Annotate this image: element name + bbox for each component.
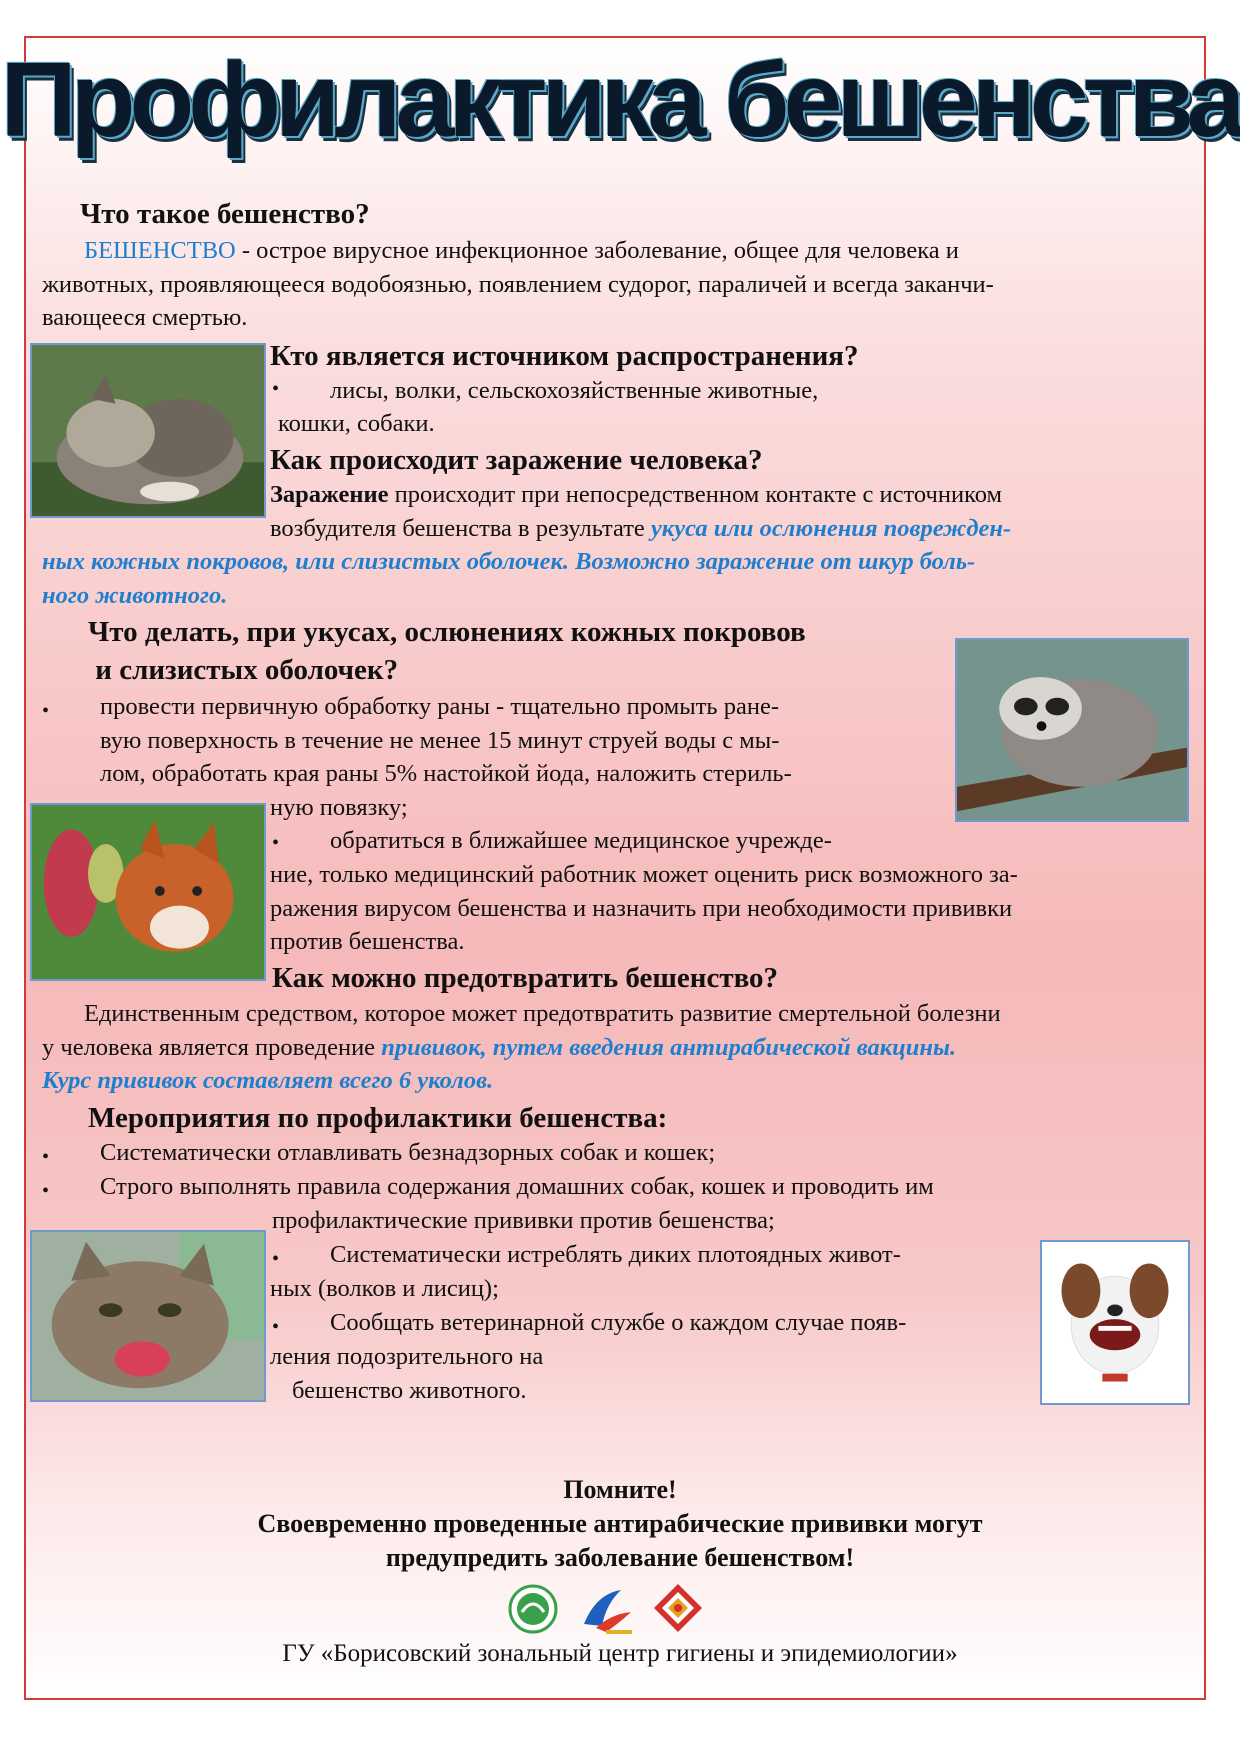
infection-text-b [42, 545, 1190, 612]
seek-help-line-2: ние, только медицинский работник может оценить риск возможного за- [270, 861, 1018, 888]
definition-line-2: животных, проявляющееся водобоязнью, появлением судорог, параличей и всегда заканчи- [42, 270, 994, 298]
first-aid-line-4: ную повязку; [270, 794, 408, 821]
infection-line-4: ного животного. [42, 581, 228, 609]
remember-line-3: предупредить заболевание бешенством! [385, 1543, 855, 1572]
ornament-logo [652, 1582, 704, 1634]
measure-4-line-3: бешенство животного. [292, 1377, 527, 1404]
first-aid-text [100, 690, 948, 791]
term-rabies: БЕШЕНСТВО [84, 237, 236, 264]
measure-4-line-1: Сообщать ветеринарной службе о каждом случае появ- [330, 1309, 907, 1336]
bullet-dot: • [272, 1248, 280, 1270]
seek-help-line-1: обратиться в ближайшее медицинское учрежде- [330, 827, 832, 854]
cat-image [30, 1230, 266, 1402]
bullet-dot: • [272, 1316, 280, 1338]
measure-2-line-1: Строго выполнять правила содержания домашних собак, кошек и проводить им [100, 1173, 934, 1200]
measure-3-line-2: ных (волков и лисиц); [270, 1275, 499, 1302]
remember-line-1: Помните! [563, 1475, 677, 1504]
measure-4-line-2: ления подозрительного на [270, 1343, 544, 1370]
wolf-image [30, 343, 266, 518]
remember-line-2: Своевременно проведенные антирабические прививки могут [257, 1509, 983, 1538]
measure-2-line-2: профилактические прививки против бешенства; [272, 1207, 775, 1234]
seek-help-text [270, 858, 1190, 959]
prevention-text [42, 997, 1190, 1098]
prevention-line-3: Курс прививок составляет всего 6 уколов. [42, 1067, 494, 1094]
heading-what-to-do-1: Что делать, при укусах, ослюнениях кожных покровов [88, 616, 806, 648]
bullet-dot: • [272, 832, 280, 854]
heading-infection: Как происходит заражение человека? [270, 444, 763, 476]
sources-line-2: кошки, собаки. [278, 410, 435, 437]
bullet-dot: • [272, 378, 280, 400]
rabies-definition [42, 234, 1190, 335]
prevention-line-1: Единственным средством, которое может предотвратить развитие смертельной болезни [84, 1000, 1001, 1027]
page-title: Профилактика бешенства [0, 41, 1240, 159]
heading-source: Кто является источником распространения? [270, 340, 859, 372]
definition-line-3: вающееся смертью. [42, 304, 248, 331]
infection-text-a [270, 478, 1190, 545]
heading-prevention: Как можно предотвратить бешенство? [272, 962, 779, 994]
sources-line-1: лисы, волки, сельскохозяйственные животные, [330, 377, 819, 404]
heading-what-to-do-2: и слизистых оболочек? [88, 654, 399, 686]
raccoon-image [955, 638, 1189, 822]
definition-line-1: - острое вирусное инфекционное заболевание, общее для человека и [235, 237, 959, 264]
heading-what-is-rabies: Что такое бешенство? [80, 198, 370, 230]
first-aid-line-2: вую поверхность в течение не менее 15 минут струей воды с мы- [100, 726, 780, 754]
prevention-line-2b: прививок, путем введения антирабической вакцины. [381, 1033, 957, 1061]
borisov-logo [508, 1584, 558, 1634]
first-aid-line-1: провести первичную обработку раны - тщательно промыть ране- [100, 693, 780, 720]
measure-3-line-1: Систематически истреблять диких плотоядных живот- [330, 1241, 901, 1268]
bullet-dot: • [42, 700, 50, 722]
bullet-dot: • [42, 1146, 50, 1168]
measure-1: Систематически отлавливать безнадзорных собак и кошек; [100, 1139, 716, 1166]
healthy-cities-logo [576, 1584, 636, 1636]
organization-footer: ГУ «Борисовский зональный центр гигиены и эпидемиологии» [282, 1640, 958, 1667]
seek-help-line-4: против бешенства. [270, 928, 465, 955]
bullet-dot: • [42, 1180, 50, 1202]
infection-line-1: происходит при непосредственном контакте с источником [388, 481, 1003, 508]
first-aid-line-3: лом, обработать края раны 5% настойкой йода, наложить стериль- [100, 760, 792, 787]
seek-help-line-3: ражения вирусом бешенства и назначить при необходимости прививки [270, 894, 1013, 922]
heading-measures: Мероприятия по профилактики бешенства: [88, 1102, 668, 1134]
term-infection: Заражение [270, 481, 389, 508]
prevention-line-2a: у человека является проведение [42, 1033, 382, 1061]
dog-image [1040, 1240, 1190, 1405]
infection-line-3: ных кожных покровов, или слизистых оболочек. Возможно заражение от шкур боль- [42, 548, 976, 575]
infection-line-2a: возбудителя бешенства в результате [270, 514, 651, 542]
infection-line-2b: укуса или ослюнения поврежден- [650, 514, 1012, 542]
fox-image [30, 803, 266, 981]
